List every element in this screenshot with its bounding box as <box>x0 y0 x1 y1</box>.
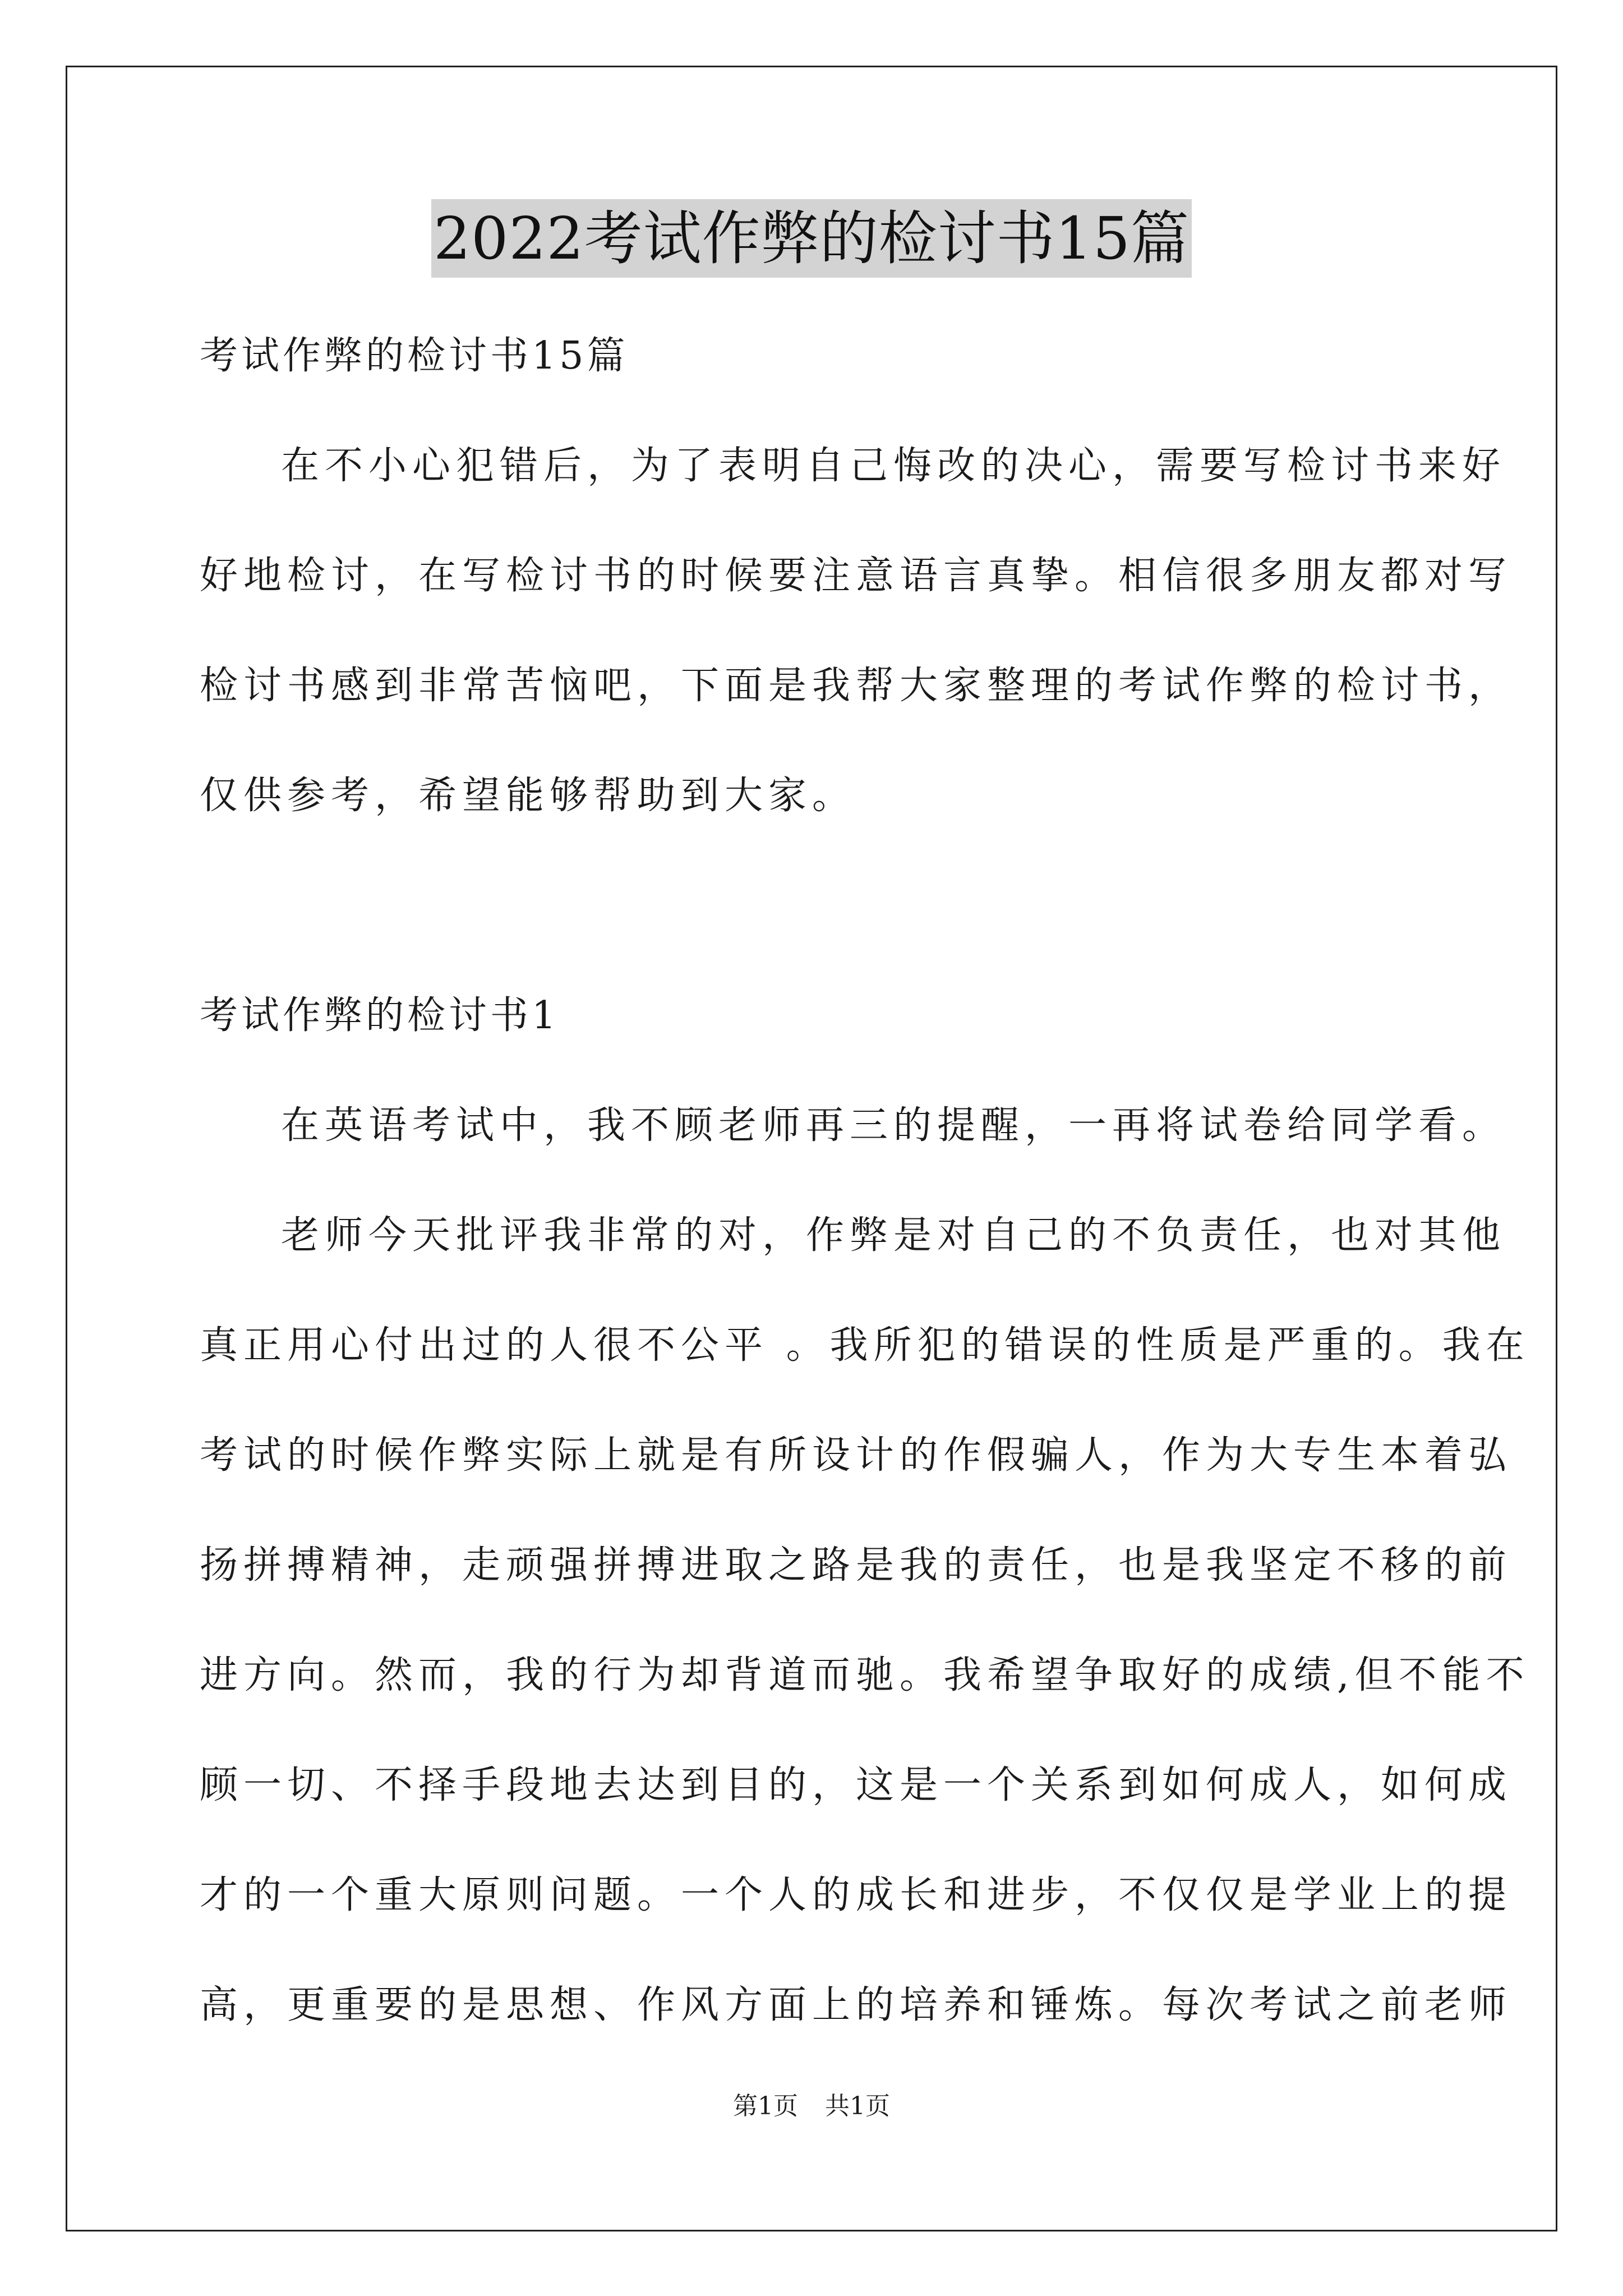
document-body <box>200 301 1530 2060</box>
paragraph-line: 好地检讨，在写检讨书的时候要注意语言真挚。相信很多朋友都对写 <box>200 554 1513 598</box>
paragraph-line: 进方向。然而，我的行为却背道而驰。我希望争取好的成绩,但不能不 <box>200 1653 1530 1697</box>
paragraph-line: 老师今天批评我非常的对，作弊是对自己的不负责任，也对其他 <box>281 1213 1506 1258</box>
paragraph-line: 在不小心犯错后，为了表明自己悔改的决心，需要写检讨书来好 <box>281 444 1506 488</box>
paragraph-line: 考试的时候作弊实际上就是有所设计的作假骗人，作为大专生本着弘 <box>200 1433 1513 1478</box>
paragraph-line: 检讨书感到非常苦恼吧，下面是我帮大家整理的考试作弊的检讨书， <box>200 664 1513 708</box>
page-footer <box>0 2090 1623 2123</box>
section-heading: 考试作弊的检讨书1 <box>200 993 560 1038</box>
blank-line <box>200 851 1428 961</box>
paragraph-line: 顾一切、不择手段地去达到目的，这是一个关系到如何成人，如何成 <box>200 1763 1513 1807</box>
page-number-total: 共1页 <box>825 2092 890 2120</box>
paragraph-line: 真正用心付出过的人很不公平 。我所犯的错误的性质是严重的。我在 <box>200 1323 1530 1368</box>
title-wrapper <box>0 199 1623 278</box>
paragraph-line: 仅供参考，希望能够帮助到大家。 <box>200 774 856 818</box>
paragraph-line: 扬拼搏精神，走顽强拼搏进取之路是我的责任，也是我坚定不移的前 <box>200 1543 1513 1588</box>
paragraph-line: 在英语考试中，我不顾老师再三的提醒，一再将试卷给同学看。 <box>281 1103 1506 1148</box>
page-number-current: 第1页 <box>733 2092 798 2120</box>
paragraph-line: 才的一个重大原则问题。一个人的成长和进步，不仅仅是学业上的提 <box>200 1873 1513 1917</box>
document-title: 2022考试作弊的检讨书15篇 <box>431 199 1192 278</box>
paragraph-line: 高，更重要的是思想、作风方面上的培养和锤炼。每次考试之前老师 <box>200 1983 1513 2027</box>
subtitle-heading: 考试作弊的检讨书15篇 <box>200 334 629 378</box>
